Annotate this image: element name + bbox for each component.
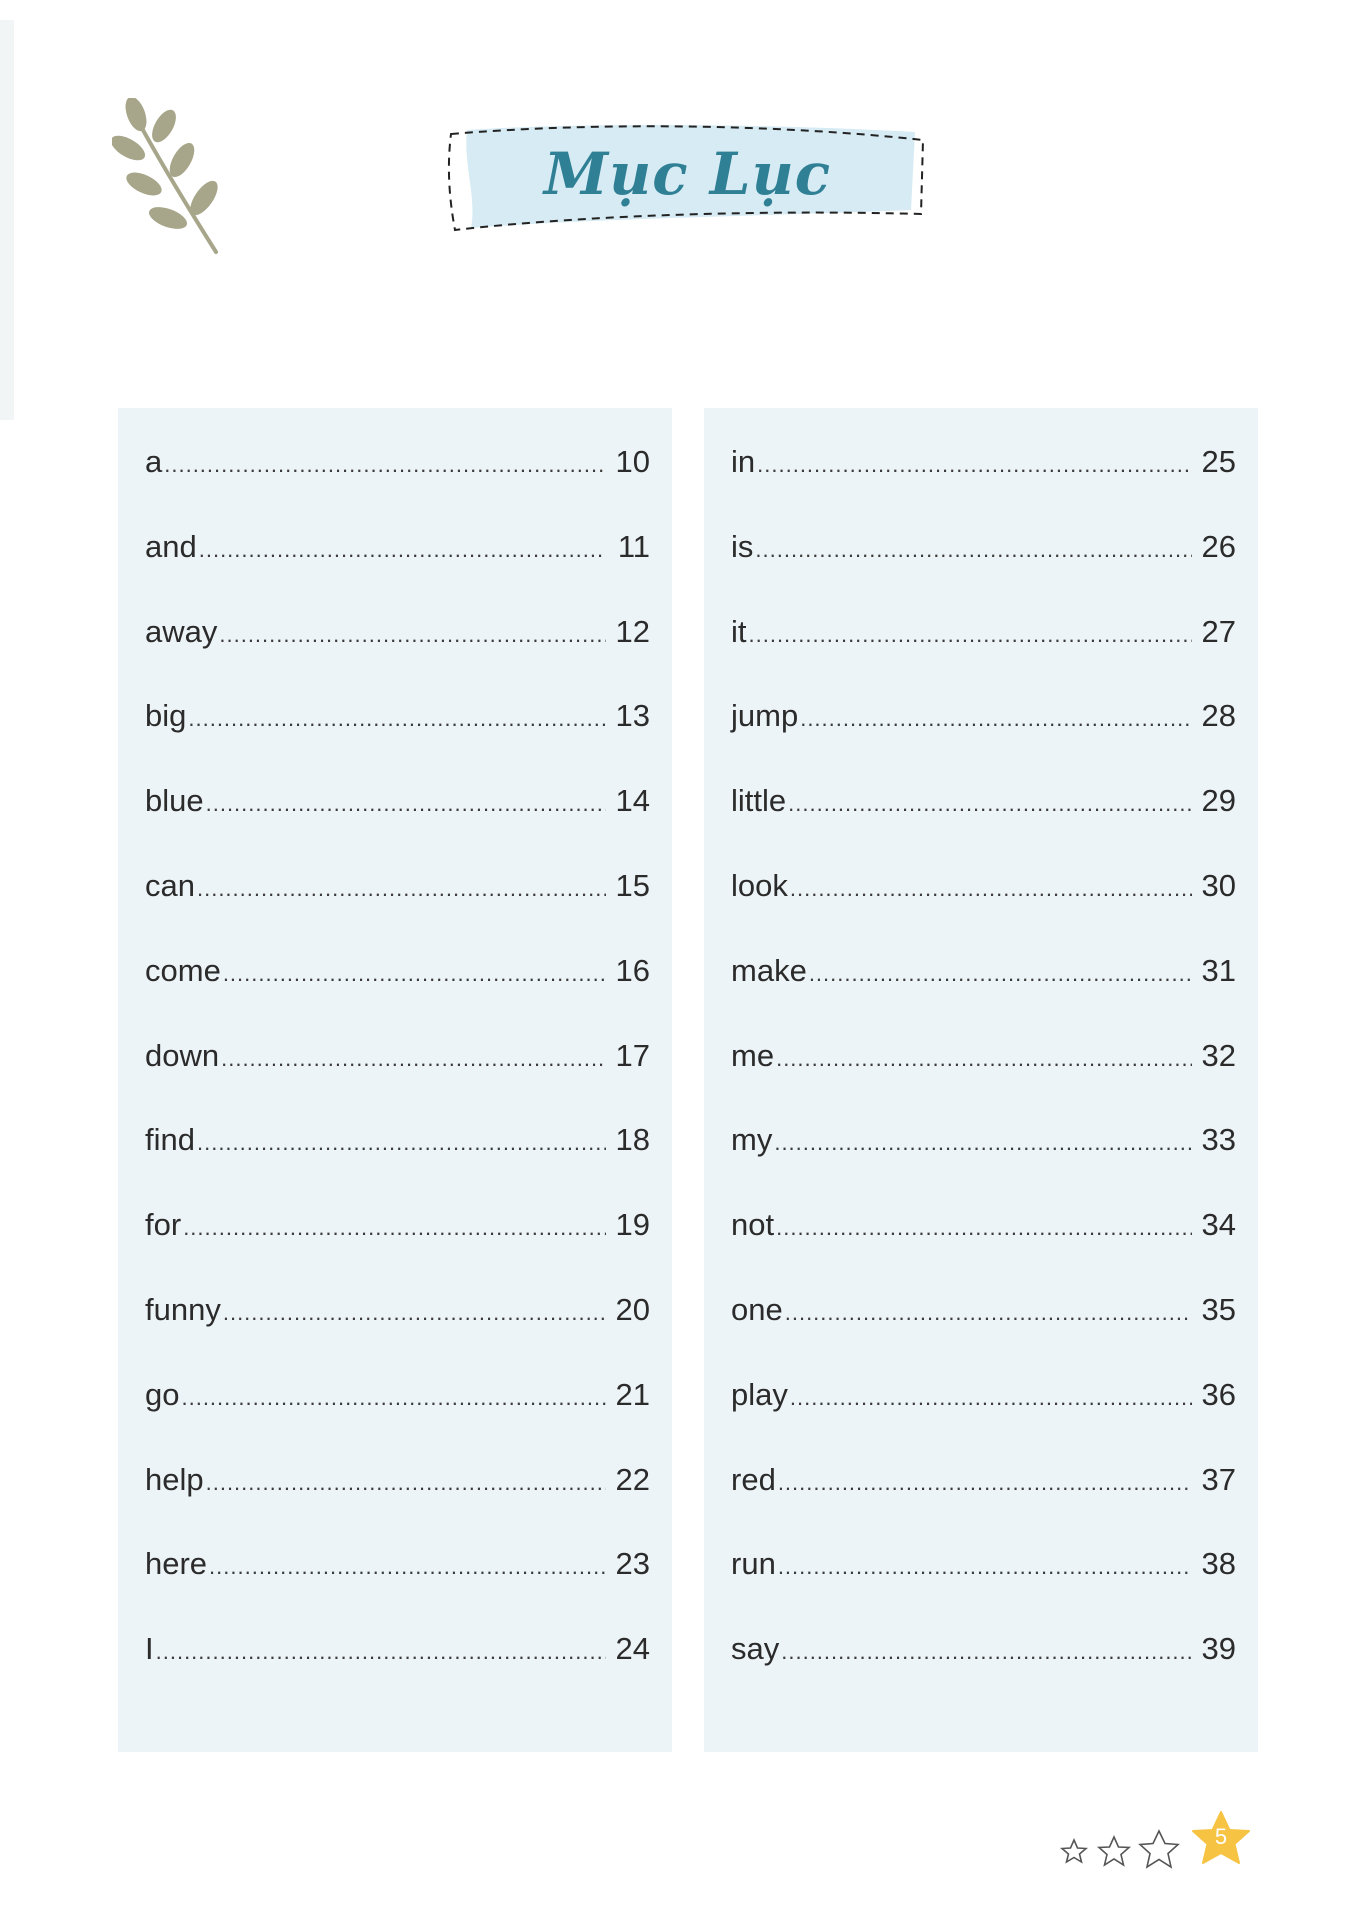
toc-entry-page: 13 <box>615 698 650 734</box>
toc-entry-word: play <box>731 1376 788 1412</box>
toc-leader-dots <box>778 1554 1192 1580</box>
toc-leader-dots <box>219 622 605 648</box>
toc-leader-dots <box>164 452 605 478</box>
left-edge-strip <box>0 20 14 420</box>
toc-entry-page: 38 <box>1201 1546 1236 1582</box>
toc-entry-word: funny <box>145 1291 221 1327</box>
toc-entry[interactable] <box>145 1631 650 1716</box>
toc-entry[interactable] <box>731 1038 1236 1123</box>
toc-right-column <box>704 408 1258 1752</box>
toc-entry-page: 17 <box>615 1037 650 1073</box>
toc-entry[interactable] <box>145 1377 650 1462</box>
toc-entry-word: me <box>731 1037 775 1073</box>
toc-entry-page: 22 <box>615 1461 650 1497</box>
toc-entry[interactable] <box>731 1292 1236 1377</box>
toc-entry-page: 34 <box>1201 1207 1236 1243</box>
toc-entry[interactable] <box>145 783 650 868</box>
toc-right-list <box>731 444 1236 1716</box>
toc-leader-dots <box>781 1639 1191 1665</box>
toc-entry[interactable] <box>145 868 650 953</box>
toc-entry[interactable] <box>731 698 1236 783</box>
toc-leader-dots <box>785 1300 1192 1326</box>
toc-entry-word: it <box>731 613 747 649</box>
toc-entry[interactable] <box>145 953 650 1038</box>
toc-entry[interactable] <box>145 698 650 783</box>
toc-leader-dots <box>206 791 606 817</box>
toc-entry[interactable] <box>145 1207 650 1292</box>
toc-entry-word: say <box>731 1631 780 1667</box>
toc-leader-dots <box>206 1470 606 1496</box>
title-banner <box>445 118 930 238</box>
toc-entry[interactable] <box>145 1462 650 1547</box>
toc-entry[interactable] <box>145 1038 650 1123</box>
toc-entry-page: 20 <box>615 1291 650 1327</box>
toc-entry-page: 21 <box>615 1376 650 1412</box>
toc-entry-page: 32 <box>1201 1037 1236 1073</box>
toc-leader-dots <box>776 1215 1191 1241</box>
toc-left-column <box>118 408 672 1752</box>
toc-entry-word: not <box>731 1207 775 1243</box>
toc-leader-dots <box>197 876 606 902</box>
toc-entry-page: 37 <box>1201 1461 1236 1497</box>
toc-leader-dots <box>181 1385 605 1411</box>
toc-entry-word: make <box>731 952 807 988</box>
toc-entry-page: 28 <box>1201 698 1236 734</box>
toc-entry-word: for <box>145 1207 182 1243</box>
toc-leader-dots <box>156 1639 606 1665</box>
toc-entry[interactable] <box>731 1546 1236 1631</box>
toc-entry[interactable] <box>731 1207 1236 1292</box>
toc-entry-page: 15 <box>615 867 650 903</box>
toc-entry-word: away <box>145 613 218 649</box>
toc-leader-dots <box>223 1300 606 1326</box>
toc-entry[interactable] <box>145 1292 650 1377</box>
toc-entry-word: run <box>731 1546 776 1582</box>
leaf-branch-icon <box>112 98 232 258</box>
toc-entry-word: and <box>145 528 197 564</box>
toc-entry-word: a <box>145 444 163 479</box>
toc-entry-page: 14 <box>615 783 650 819</box>
toc-entry-word: I <box>145 1631 154 1667</box>
toc-entry[interactable] <box>145 529 650 614</box>
toc-entry-word: big <box>145 698 187 734</box>
page-number: 5 <box>1214 1824 1228 1849</box>
toc-entry[interactable] <box>731 444 1236 529</box>
toc-left-list <box>145 444 650 1716</box>
toc-entry-word: in <box>731 444 756 479</box>
toc-entry[interactable] <box>731 868 1236 953</box>
toc-entry[interactable] <box>731 1631 1236 1716</box>
toc-entry[interactable] <box>145 614 650 699</box>
star-icon <box>1099 1837 1129 1865</box>
toc-entry-page: 30 <box>1201 867 1236 903</box>
toc-entry-page: 11 <box>617 528 650 564</box>
toc-leader-dots <box>197 1130 606 1156</box>
toc-entry[interactable] <box>145 444 650 529</box>
toc-entry-word: red <box>731 1461 776 1497</box>
toc-leader-dots <box>221 1046 605 1072</box>
toc-entry[interactable] <box>145 1546 650 1631</box>
toc-entry-page: 19 <box>615 1207 650 1243</box>
toc-entry-word: help <box>145 1461 204 1497</box>
toc-entry[interactable] <box>731 783 1236 868</box>
toc-leader-dots <box>757 452 1191 478</box>
toc-entry-page: 36 <box>1201 1376 1236 1412</box>
toc-entry-word: come <box>145 952 221 988</box>
toc-entry-page: 35 <box>1201 1291 1236 1327</box>
toc-leader-dots <box>199 537 606 563</box>
toc-entry-page: 10 <box>615 444 650 479</box>
toc-entry-page: 29 <box>1201 783 1236 819</box>
toc-entry-word: here <box>145 1546 208 1582</box>
toc-entry[interactable] <box>731 1377 1236 1462</box>
toc-entry[interactable] <box>731 1462 1236 1547</box>
toc-entry-page: 31 <box>1201 952 1236 988</box>
toc-entry-page: 16 <box>615 952 650 988</box>
toc-entry-page: 12 <box>615 613 650 649</box>
star-icon <box>1140 1831 1178 1867</box>
toc-leader-dots <box>188 706 605 732</box>
toc-entry[interactable] <box>731 1122 1236 1207</box>
toc-entry-word: jump <box>731 698 799 734</box>
star-icon <box>1062 1840 1086 1862</box>
toc-entry[interactable] <box>731 614 1236 699</box>
toc-leader-dots <box>776 1046 1191 1072</box>
toc-entry-word: look <box>731 867 788 903</box>
toc-entry-word: go <box>145 1376 180 1412</box>
toc-leader-dots <box>778 1470 1192 1496</box>
page-title: Mục Lục <box>543 140 832 208</box>
toc-entry-word: my <box>731 1122 773 1158</box>
toc-leader-dots <box>800 706 1191 732</box>
toc-entry-word: blue <box>145 783 204 819</box>
toc-leader-dots <box>183 1215 605 1241</box>
toc-entry-page: 33 <box>1201 1122 1236 1158</box>
toc-entry-page: 39 <box>1201 1631 1236 1667</box>
toc-entry-page: 27 <box>1201 613 1236 649</box>
toc-entry[interactable] <box>731 953 1236 1038</box>
toc-leader-dots <box>774 1130 1191 1156</box>
toc-entry-page: 26 <box>1201 528 1236 564</box>
toc-entry-page: 24 <box>615 1631 650 1667</box>
toc-entry-word: find <box>145 1122 195 1158</box>
toc-entry[interactable] <box>145 1122 650 1207</box>
toc-leader-dots <box>749 622 1192 648</box>
toc-entry-word: can <box>145 867 195 903</box>
toc-leader-dots <box>209 1554 605 1580</box>
toc-entry-page: 25 <box>1201 444 1236 479</box>
toc-leader-dots <box>788 791 1191 817</box>
toc-leader-dots <box>755 537 1191 563</box>
toc-entry-word: little <box>731 783 787 819</box>
toc-entry-page: 18 <box>615 1122 650 1158</box>
toc-leader-dots <box>790 1385 1192 1411</box>
toc-entry[interactable] <box>731 529 1236 614</box>
toc-leader-dots <box>809 961 1192 987</box>
toc-leader-dots <box>790 876 1192 902</box>
toc-entry-word: down <box>145 1037 220 1073</box>
toc-entry-page: 23 <box>615 1546 650 1582</box>
toc-entry-word: is <box>731 528 754 564</box>
toc-leader-dots <box>223 961 606 987</box>
toc-entry-word: one <box>731 1291 783 1327</box>
